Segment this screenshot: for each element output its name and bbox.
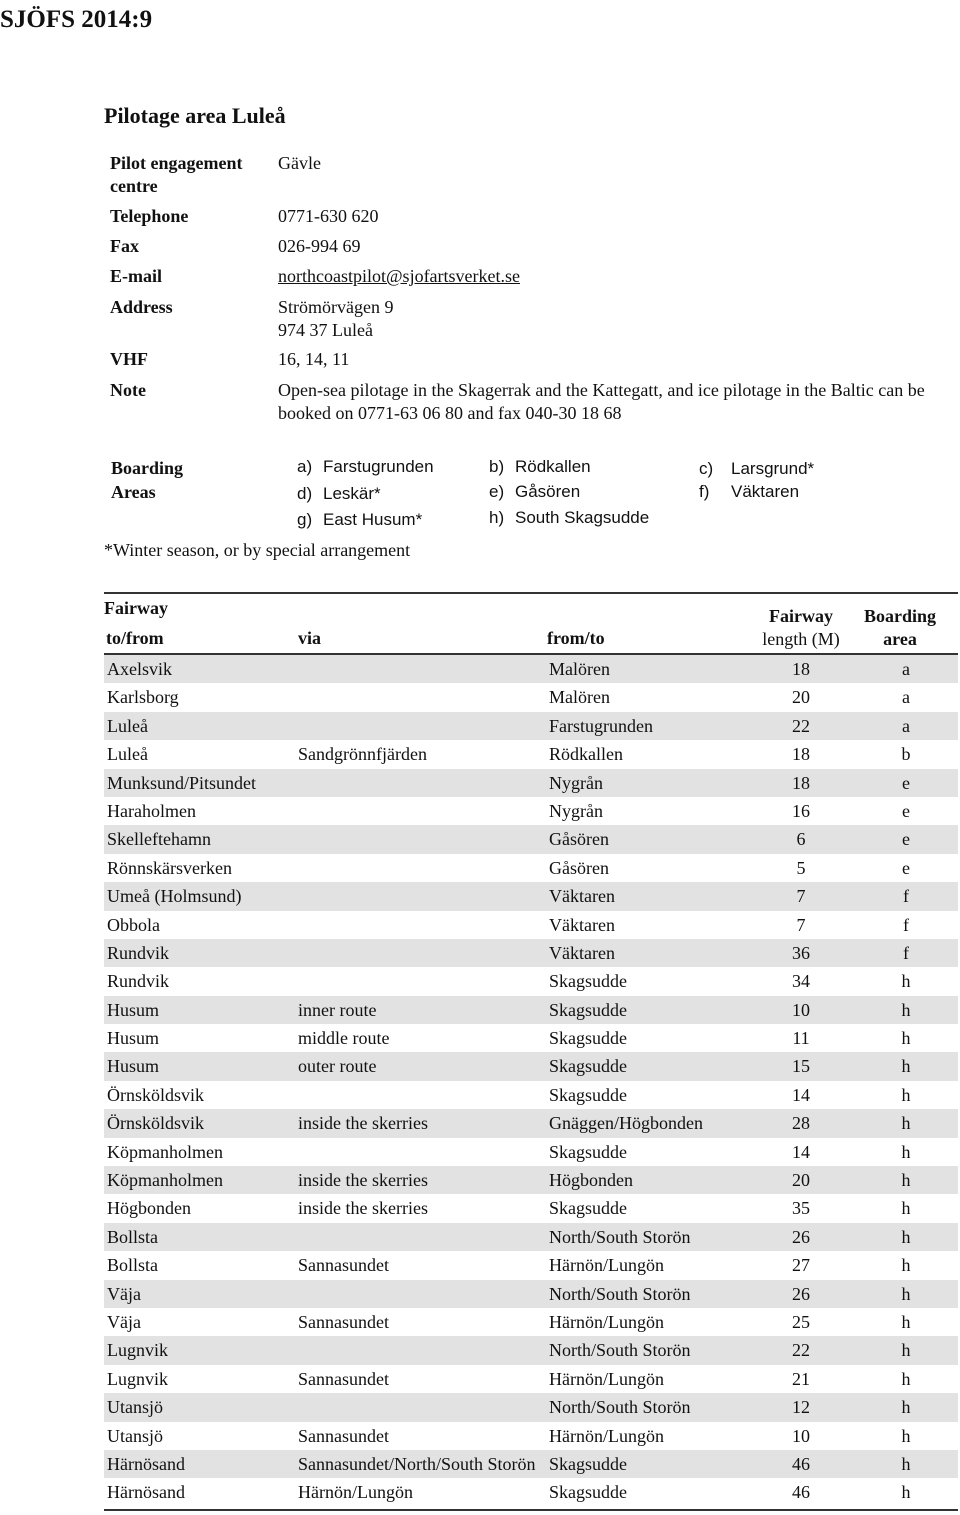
- fairway-length-cell: 10: [792, 1425, 810, 1446]
- table-row: [104, 1422, 958, 1450]
- fairway-length-cell: 14: [792, 1141, 810, 1162]
- fairway-length-cell: 18: [792, 772, 810, 793]
- fairway-length-cell: 7: [796, 886, 806, 907]
- fairway-from-cell: Köpmanholmen: [107, 1170, 223, 1191]
- fairway-from-cell: Luleå: [107, 744, 148, 765]
- boarding-area-cell: h: [901, 1482, 911, 1503]
- fairway-table-body: [104, 655, 958, 1507]
- boarding-area-cell: h: [901, 1084, 911, 1105]
- fairway-from-cell: Luleå: [107, 715, 148, 736]
- fairway-from-cell: Örnsköldsvik: [107, 1084, 205, 1105]
- table-row: [104, 655, 958, 683]
- fairway-to-cell: Gåsören: [549, 829, 609, 850]
- header-via: via: [298, 628, 322, 648]
- boarding-area-cell: h: [901, 1113, 911, 1134]
- boarding-area-cell: h: [901, 1226, 911, 1247]
- table-row: [104, 797, 958, 825]
- boarding-area-cell: h: [901, 1368, 911, 1389]
- fairway-length-cell: 20: [792, 687, 810, 708]
- fairway-from-cell: Väja: [107, 1311, 141, 1332]
- fairway-from-cell: Örnsköldsvik: [107, 1113, 205, 1134]
- table-row: [104, 996, 958, 1024]
- boarding-area-cell: f: [903, 914, 909, 935]
- table-bottom-rule: [104, 1509, 958, 1511]
- fairway-length-cell: 22: [792, 715, 810, 736]
- fairway-to-cell: Skagsudde: [549, 1028, 627, 1049]
- fairway-from-cell: Husum: [107, 999, 160, 1020]
- fairway-via-cell: inside the skerries: [298, 1113, 428, 1134]
- fairway-from-cell: Axelsvik: [107, 659, 172, 679]
- fairway-from-cell: Utansjö: [107, 1397, 163, 1418]
- fairway-via-cell: Sannasundet/North/South Storön: [298, 1453, 536, 1474]
- boarding-area-cell: e: [902, 857, 910, 878]
- fairway-from-cell: Utansjö: [107, 1425, 163, 1446]
- table-top-rule: [104, 592, 958, 594]
- table-row: [104, 1024, 958, 1052]
- fairway-via-cell: Sannasundet: [298, 1368, 389, 1389]
- winter-season-note: *Winter season, or by special arrangement: [104, 540, 411, 560]
- email-label: E-mail: [110, 266, 162, 286]
- table-row: [104, 1109, 958, 1137]
- boarding-area-f: f) Väktaren: [699, 482, 800, 501]
- fairway-to-cell: North/South Storön: [549, 1397, 691, 1418]
- header-to-from: to/from: [106, 628, 164, 648]
- table-row: [104, 1194, 958, 1222]
- fairway-to-cell: Rödkallen: [549, 744, 623, 765]
- vhf-label: VHF: [110, 349, 148, 369]
- table-row: [104, 939, 958, 967]
- fairway-length-cell: 15: [792, 1056, 810, 1077]
- fairway-length-cell: 26: [792, 1226, 810, 1247]
- fairway-from-cell: Obbola: [107, 914, 160, 935]
- boarding-area-cell: h: [901, 1311, 911, 1332]
- fairway-length-cell: 27: [792, 1255, 810, 1276]
- fairway-via-cell: outer route: [298, 1056, 377, 1077]
- fairway-length-cell: 21: [792, 1368, 810, 1389]
- table-row: [104, 1365, 958, 1393]
- table-row: [104, 1223, 958, 1251]
- fairway-from-cell: Bollsta: [107, 1255, 159, 1276]
- fairway-length-cell: 16: [792, 800, 810, 821]
- fairway-length-cell: 10: [792, 999, 810, 1020]
- table-row: [104, 740, 958, 768]
- fairway-to-cell: North/South Storön: [549, 1226, 691, 1247]
- boarding-area-cell: f: [903, 886, 909, 907]
- fairway-to-cell: Malören: [549, 659, 610, 679]
- fairway-from-cell: Bollsta: [107, 1226, 159, 1247]
- fairway-to-cell: Väktaren: [549, 886, 615, 907]
- table-row: [104, 825, 958, 853]
- fairway-via-cell: Härnön/Lungön: [298, 1482, 413, 1503]
- fax-label: Fax: [110, 236, 139, 256]
- header-fairway: Fairway: [104, 598, 168, 618]
- fairway-length-cell: 36: [792, 942, 810, 963]
- fairway-from-cell: Rundvik: [107, 942, 170, 963]
- fairway-from-cell: Köpmanholmen: [107, 1141, 223, 1162]
- boarding-area-cell: e: [902, 772, 910, 793]
- fairway-length-cell: 18: [792, 659, 810, 679]
- boarding-area-cell: h: [901, 1198, 911, 1219]
- vhf-value: 16, 14, 11: [278, 349, 350, 369]
- fairway-to-cell: Härnön/Lungön: [549, 1311, 664, 1332]
- table-row: [104, 1478, 958, 1506]
- fairway-length-cell: 34: [792, 971, 810, 992]
- fairway-via-cell: Sandgrönnfjärden: [298, 744, 427, 765]
- fairway-to-cell: Väktaren: [549, 914, 615, 935]
- fairway-to-cell: Skagsudde: [549, 1453, 627, 1474]
- fairway-from-cell: Härnösand: [107, 1453, 185, 1474]
- boarding-area-e: e) Gåsören: [489, 482, 581, 501]
- fairway-via-cell: inside the skerries: [298, 1170, 428, 1191]
- fairway-from-cell: Väja: [107, 1283, 141, 1304]
- fairway-to-cell: Malören: [549, 687, 610, 708]
- email-link[interactable]: northcoastpilot@sjofartsverket.se: [278, 266, 521, 286]
- fairway-to-cell: Skagsudde: [549, 1056, 627, 1077]
- header-from-to: from/to: [547, 628, 605, 648]
- boarding-area-h: h) South Skagsudde: [489, 508, 650, 527]
- fairway-length-cell: 46: [792, 1482, 810, 1503]
- fairway-to-cell: Härnön/Lungön: [549, 1368, 664, 1389]
- table-row: [104, 1393, 958, 1421]
- boarding-area-cell: h: [901, 971, 911, 992]
- fairway-to-cell: Gnäggen/Högbonden: [549, 1113, 703, 1134]
- fairway-from-cell: Munksund/Pitsundet: [107, 772, 257, 793]
- pilot-centre-label: Pilot engagement centre: [110, 153, 243, 196]
- note-value: Open-sea pilotage in the Skagerrak and the Kattegatt, and ice pilotage in the Baltic can be booked on 0771-63 06 80 and fax 040-30 18 68: [278, 380, 925, 423]
- fairway-from-cell: Lugnvik: [107, 1368, 168, 1389]
- boarding-area-cell: a: [902, 715, 910, 736]
- table-row: [104, 854, 958, 882]
- boarding-area-a: a) Farstugrunden: [297, 457, 434, 476]
- boarding-area-cell: h: [901, 1283, 911, 1304]
- fairway-to-cell: Skagsudde: [549, 1198, 627, 1219]
- note-label: Note: [110, 380, 146, 400]
- fairway-to-cell: Skagsudde: [549, 999, 627, 1020]
- fairway-length-cell: 20: [792, 1170, 810, 1191]
- boarding-area-cell: f: [903, 942, 909, 963]
- boarding-area-c: c) Larsgrund*: [699, 459, 815, 478]
- fairway-length-cell: 18: [792, 744, 810, 765]
- fairway-via-cell: inner route: [298, 999, 377, 1020]
- fairway-to-cell: Härnön/Lungön: [549, 1255, 664, 1276]
- table-row: [104, 1251, 958, 1279]
- fairway-length-cell: 25: [792, 1311, 810, 1332]
- fairway-to-cell: Skagsudde: [549, 971, 627, 992]
- fairway-from-cell: Härnösand: [107, 1482, 185, 1503]
- fairway-to-cell: North/South Storön: [549, 1340, 691, 1361]
- fairway-from-cell: Lugnvik: [107, 1340, 168, 1361]
- table-row: [104, 1450, 958, 1478]
- boarding-area-cell: e: [902, 800, 910, 821]
- boarding-area-cell: h: [901, 1170, 911, 1191]
- fairway-from-cell: Umeå (Holmsund): [107, 886, 242, 907]
- boarding-label-line2: Areas: [111, 482, 156, 502]
- boarding-area-cell: h: [901, 1141, 911, 1162]
- boarding-area-cell: a: [902, 659, 910, 679]
- fairway-to-cell: Nygrån: [549, 800, 603, 821]
- boarding-area-cell: h: [901, 1028, 911, 1049]
- table-row: [104, 1166, 958, 1194]
- table-row: [104, 1336, 958, 1364]
- fairway-to-cell: Gåsören: [549, 857, 609, 878]
- table-row: [104, 769, 958, 797]
- fairway-from-cell: Rönnskärsverken: [107, 857, 232, 878]
- fairway-from-cell: Skelleftehamn: [107, 829, 211, 850]
- boarding-area-cell: h: [901, 1255, 911, 1276]
- fairway-to-cell: Härnön/Lungön: [549, 1425, 664, 1446]
- fairway-length-cell: 12: [792, 1397, 810, 1418]
- boarding-label-line1: Boarding: [111, 458, 184, 478]
- boarding-area-b: b) Rödkallen: [489, 457, 591, 476]
- fairway-length-cell: 46: [792, 1453, 810, 1474]
- table-row: [104, 1280, 958, 1308]
- fairway-from-cell: Högbonden: [107, 1198, 191, 1219]
- boarding-area-cell: h: [901, 999, 911, 1020]
- pilot-centre-value: Gävle: [278, 153, 321, 173]
- fairway-via-cell: middle route: [298, 1028, 390, 1049]
- fairway-from-cell: Haraholmen: [107, 800, 196, 821]
- table-row: [104, 882, 958, 910]
- table-row: [104, 967, 958, 995]
- fairway-length-cell: 14: [792, 1084, 810, 1105]
- boarding-area-cell: h: [901, 1397, 911, 1418]
- fairway-to-cell: North/South Storön: [549, 1283, 691, 1304]
- fairway-from-cell: Rundvik: [107, 971, 170, 992]
- boarding-area-cell: a: [902, 687, 910, 708]
- boarding-area-cell: h: [901, 1425, 911, 1446]
- telephone-value: 0771-630 620: [278, 206, 379, 226]
- fairway-length-cell: 28: [792, 1113, 810, 1134]
- table-row: [104, 683, 958, 711]
- address-label: Address: [110, 297, 173, 317]
- boarding-area-d: d) Leskär*: [297, 484, 381, 503]
- table-row: [104, 1081, 958, 1109]
- boarding-area-cell: h: [901, 1340, 911, 1361]
- document-id: SJÖFS 2014:9: [0, 6, 153, 33]
- address-line1: Strömörvägen 9: [278, 297, 394, 317]
- fax-value: 026-994 69: [278, 236, 361, 256]
- fairway-length-cell: 35: [792, 1198, 810, 1219]
- boarding-area-cell: h: [901, 1056, 911, 1077]
- table-row: [104, 1308, 958, 1336]
- boarding-area-g: g) East Husum*: [297, 510, 423, 529]
- fairway-length-cell: 26: [792, 1283, 810, 1304]
- fairway-length-cell: 7: [796, 914, 806, 935]
- fairway-length-cell: 22: [792, 1340, 810, 1361]
- fairway-from-cell: Karlsborg: [107, 687, 179, 708]
- boarding-area-cell: b: [901, 744, 911, 765]
- address-line2: 974 37 Luleå: [278, 320, 373, 340]
- fairway-from-cell: Husum: [107, 1056, 160, 1077]
- fairway-via-cell: Sannasundet: [298, 1255, 389, 1276]
- fairway-length-cell: 5: [796, 857, 806, 878]
- fairway-to-cell: Nygrån: [549, 772, 603, 793]
- header-boarding-area: Boarding area: [863, 606, 937, 649]
- fairway-via-cell: inside the skerries: [298, 1198, 428, 1219]
- boarding-areas-label: [111, 456, 183, 504]
- table-row: [104, 712, 958, 740]
- boarding-area-cell: e: [902, 829, 910, 850]
- telephone-label: Telephone: [110, 206, 189, 226]
- fairway-to-cell: Högbonden: [549, 1170, 633, 1191]
- table-row: [104, 911, 958, 939]
- fairway-via-cell: Sannasundet: [298, 1425, 389, 1446]
- fairway-length-cell: 6: [796, 829, 806, 850]
- fairway-from-cell: Husum: [107, 1028, 160, 1049]
- table-row: [104, 1138, 958, 1166]
- table-row: [104, 1052, 958, 1080]
- fairway-to-cell: Skagsudde: [549, 1482, 627, 1503]
- header-length: Fairway length (M): [762, 606, 840, 649]
- fairway-to-cell: Skagsudde: [549, 1084, 627, 1105]
- page-title: Pilotage area Luleå: [104, 103, 286, 128]
- fairway-to-cell: Farstugrunden: [549, 715, 653, 736]
- fairway-to-cell: Väktaren: [549, 942, 615, 963]
- fairway-via-cell: Sannasundet: [298, 1311, 389, 1332]
- fairway-length-cell: 11: [792, 1028, 810, 1049]
- fairway-to-cell: Skagsudde: [549, 1141, 627, 1162]
- boarding-area-cell: h: [901, 1453, 911, 1474]
